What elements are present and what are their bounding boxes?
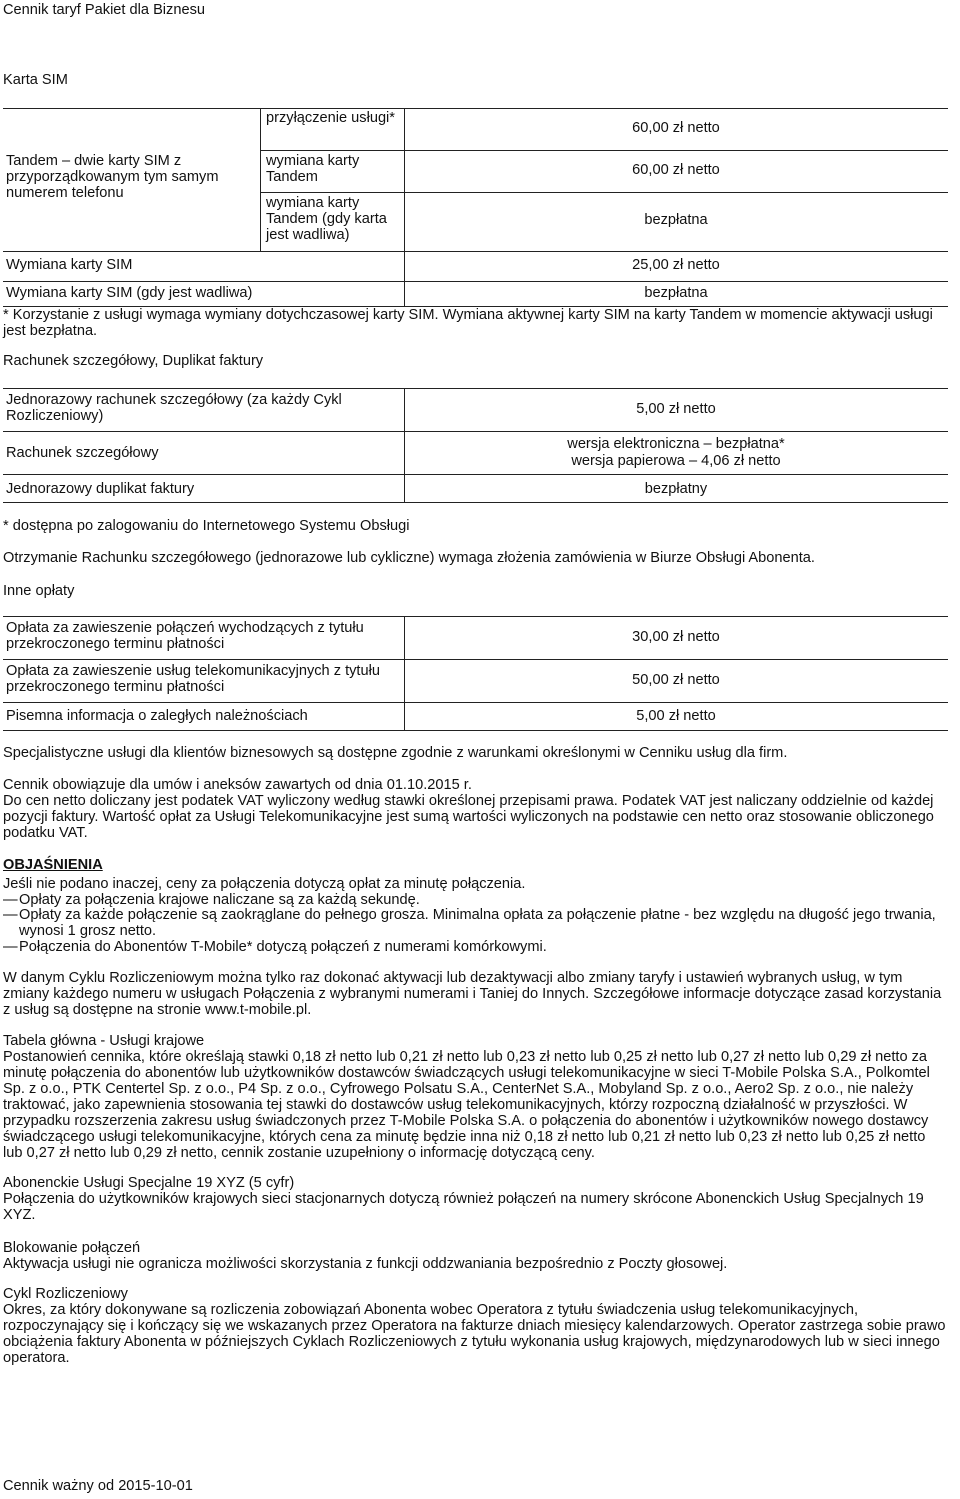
billing-row-detailed-price-electronic: wersja elektroniczna – bezpłatna* — [567, 436, 785, 452]
blocking-text: Aktywacja usługi nie ogranicza możliwości skorzystania z funkcji oddzwaniania bezpośrednio z Poczty głosowej. — [3, 1256, 728, 1272]
billing-footnote: * dostępna po zalogowaniu do Internetowego Systemu Obsługi — [3, 518, 410, 534]
special-services-text: Połączenia do użytkowników krajowych sieci stacjonarnych dotyczą również połączeń na numery skrócone Abonenckich Usług Specjalnych 19 XYZ. — [3, 1191, 924, 1223]
vat-note: Do cen netto doliczany jest podatek VAT wyliczony według stawki określonej przepisami prawa. Podatek VAT jest naliczany oddzielnie od każdej pozycji faktury. Wartość opłat za Usługi Telekomunikacyjne jest sumą wartości wyliczonych na podstawie cen netto oraz stosowanie obliczonego podatku VAT. — [3, 793, 934, 841]
billing-note: Otrzymanie Rachunku szczegółowego (jednorazowe lub cykliczne) wymaga złożenia zamówienia w Biurze Obsługi Abonenta. — [3, 550, 815, 566]
sim-defective-price: bezpłatna — [644, 285, 708, 301]
main-table-title: Tabela główna - Usługi krajowe — [3, 1033, 205, 1049]
billing-cycle-text: Okres, za który dokonywane są rozliczenia zobowiązań Abonenta wobec Operatora z tytułu świadczenia usług telekomunikacyjnych, rozpoczynający się i kończący się we wskazanych przez Operatora na fakturze dniach miesięcy kalendarzowych. Operator zastrzega sobie prawo obciążenia faktury Abonenta w późniejszych Cyklach Rozliczeniowych z tytułu wykonania usług krajowych, międzynarodowych lub w sieci innego operatora. — [3, 1302, 946, 1366]
explanations-intro: Jeśli nie podano inaczej, ceny za połączenia dotyczą opłat za minutę połączenia. — [3, 876, 526, 892]
main-table-text: Postanowień cennika, które określają stawki 0,18 zł netto lub 0,21 zł netto lub 0,23 zł netto lub 0,25 zł netto lub 0,27 zł netto lub 0,29 zł netto za minutę połączenia do abonentów lub użytkowników dostawców świadczących usługi telekomunikacyjne w sieci T-Mobile Polska S.A., Polkomtel Sp. z o.o., PTK Centertel Sp. z o.o., P4 Sp. z o.o., Cyfrowego Polsatu S.A., CenterNet S.A., Mobyland Sp. z o.o., Aero2 Sp. z o.o., nie należy traktować, jako zapewnienia stosowania tej stawki do dostawców usług telekomunikacyjnych, którzy rozpoczną działalność w przyszłości. W przypadku rozszerzenia zakresu usług świadczonych przez T-Mobile Polska S.A. o połączenia do abonentów i użytkowników nowego dostawcy świadczącego usługi telekomunikacyjne, których cena za minutę będzie inna niż 0,18 zł netto lub 0,21 zł netto lub 0,23 zł netto lub 0,25 zł netto lub 0,27 zł netto lub 0,29 zł netto, cennik zostanie uzupełniony o informację dotyczącą ceny. — [3, 1049, 930, 1161]
billing-cycle-changes: W danym Cyklu Rozliczeniowym można tylko raz dokonać aktywacji lub dezaktywacji albo zmiany taryfy i ustawień wybranych usług, w tym zmiany każdego numeru w usługach Połączenia z wybranymi numerami i Taniej do Innych. Szczegółowe informacje dotyczące zasad korzystania z usług są dostępne na stronie www.t-mobile.pl. — [3, 970, 942, 1018]
list-bullet: — — [3, 907, 18, 923]
tandem-sub-connection: przyłączenie usługi* — [266, 110, 395, 126]
fee-arrears-info-label: Pisemna informacja o zaległych należnościach — [6, 708, 308, 724]
fee-suspension-services-price: 50,00 zł netto — [632, 672, 720, 688]
fee-suspension-outgoing-price: 30,00 zł netto — [632, 629, 720, 645]
tandem-sub-defective: wymiana karty Tandem (gdy karta jest wadliwa) — [266, 195, 387, 243]
validity-note: Cennik obowiązuje dla umów i aneksów zawartych od dnia 01.10.2015 r. — [3, 777, 472, 793]
sim-defective-label: Wymiana karty SIM (gdy jest wadliwa) — [6, 285, 253, 301]
list-bullet: — — [3, 892, 18, 908]
billing-row-one-time-label: Jednorazowy rachunek szczegółowy (za każdy Cykl Rozliczeniowy) — [6, 392, 342, 424]
list-item: Opłaty za każde połączenie są zaokrąglane do pełnego grosza. Minimalna opłata za połączenie płatne - bez względu na długość jego trwania, wynosi 1 grosz netto. — [19, 907, 936, 939]
footer-validity: Cennik ważny od 2015-10-01 — [3, 1478, 193, 1494]
tandem-price-exchange: 60,00 zł netto — [632, 162, 720, 178]
blocking-title: Blokowanie połączeń — [3, 1240, 141, 1256]
specialist-note: Specjalistyczne usługi dla klientów biznesowych są dostępne zgodnie z warunkami określonymi w Cenniku usług dla firm. — [3, 745, 788, 761]
billing-row-duplicate-label: Jednorazowy duplikat faktury — [6, 481, 195, 497]
tandem-price-connection: 60,00 zł netto — [632, 120, 720, 136]
explanations-title: OBJAŚNIENIA — [3, 857, 103, 873]
list-item: Połączenia do Abonentów T-Mobile* dotyczą połączeń z numerami komórkowymi. — [19, 939, 547, 955]
tandem-price-defective: bezpłatna — [644, 212, 708, 228]
tandem-sub-exchange: wymiana karty Tandem — [266, 153, 360, 185]
section-title-other: Inne opłaty — [3, 583, 75, 599]
sim-replacement-price: 25,00 zł netto — [632, 257, 720, 273]
section-title-billing: Rachunek szczegółowy, Duplikat faktury — [3, 353, 264, 369]
sim-replacement-label: Wymiana karty SIM — [6, 257, 133, 273]
billing-cycle-title: Cykl Rozliczeniowy — [3, 1286, 128, 1302]
list-bullet: — — [3, 939, 18, 955]
fee-suspension-outgoing-label: Opłata za zawieszenie połączeń wychodzących z tytułu przekroczonego terminu płatności — [6, 620, 364, 652]
fee-suspension-services-label: Opłata za zawieszenie usług telekomunikacyjnych z tytułu przekroczonego terminu płatności — [6, 663, 380, 695]
sim-note: * Korzystanie z usługi wymaga wymiany dotychczasowej karty SIM. Wymiana aktywnej karty SIM na karty Tandem w momencie aktywacji usługi jest bezpłatna. — [3, 307, 933, 339]
page-title: Cennik taryf Pakiet dla Biznesu — [3, 2, 205, 18]
list-item: Opłaty za połączenia krajowe naliczane są za każdą sekundę. — [19, 892, 420, 908]
billing-row-one-time-price: 5,00 zł netto — [636, 401, 716, 417]
tandem-label: Tandem – dwie karty SIM z przyporządkowanym tym samym numerem telefonu — [6, 153, 219, 201]
special-services-title: Abonenckie Usługi Specjalne 19 XYZ (5 cyfr) — [3, 1175, 295, 1191]
fee-arrears-info-price: 5,00 zł netto — [636, 708, 716, 724]
billing-row-detailed-price-paper: wersja papierowa – 4,06 zł netto — [571, 453, 781, 469]
billing-row-detailed-label: Rachunek szczegółowy — [6, 445, 159, 461]
billing-row-duplicate-price: bezpłatny — [644, 481, 708, 497]
section-title-sim: Karta SIM — [3, 72, 68, 88]
